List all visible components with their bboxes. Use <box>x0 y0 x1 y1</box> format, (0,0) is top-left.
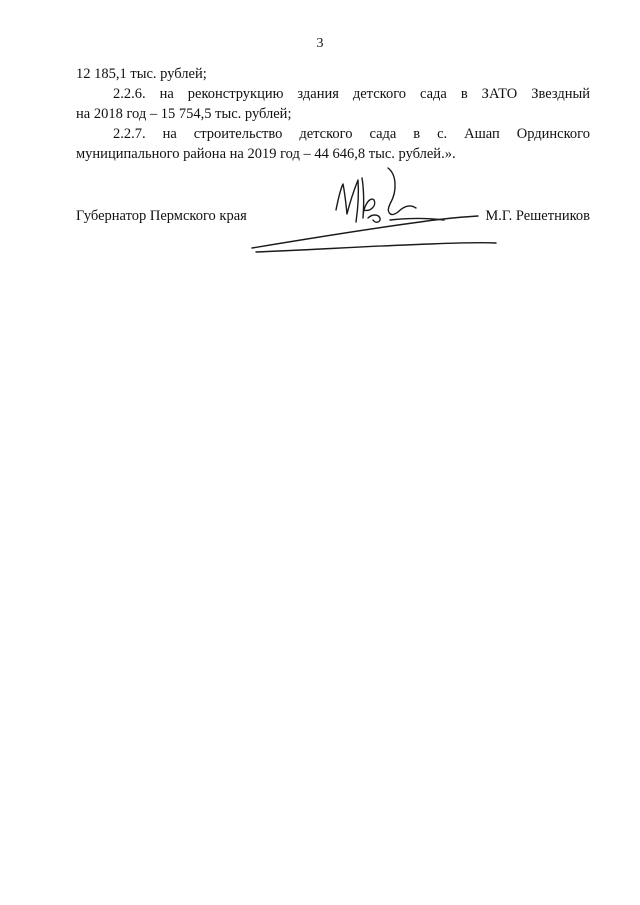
paragraph-continuation: 12 185,1 тыс. рублей; <box>76 66 207 82</box>
item-2-2-7-line-2: муниципального района на 2019 год – 44 646,8 тыс. рублей.». <box>76 146 456 162</box>
document-body <box>76 64 590 164</box>
item-2-2-6-line-1: 2.2.6. на реконструкцию здания детского сада в ЗАТО Звездный <box>113 86 590 102</box>
item-2-2-6-line-2: на 2018 год – 15 754,5 тыс. рублей; <box>76 106 292 122</box>
signatory-name: М.Г. Решетников <box>485 208 590 224</box>
item-2-2-7-line-1: 2.2.7. на строительство детского сада в с. Ашап Ординского <box>113 126 590 142</box>
signatory-position: Губернатор Пермского края <box>76 208 247 224</box>
handwritten-signature <box>240 160 500 260</box>
page-number: 3 <box>316 36 324 51</box>
